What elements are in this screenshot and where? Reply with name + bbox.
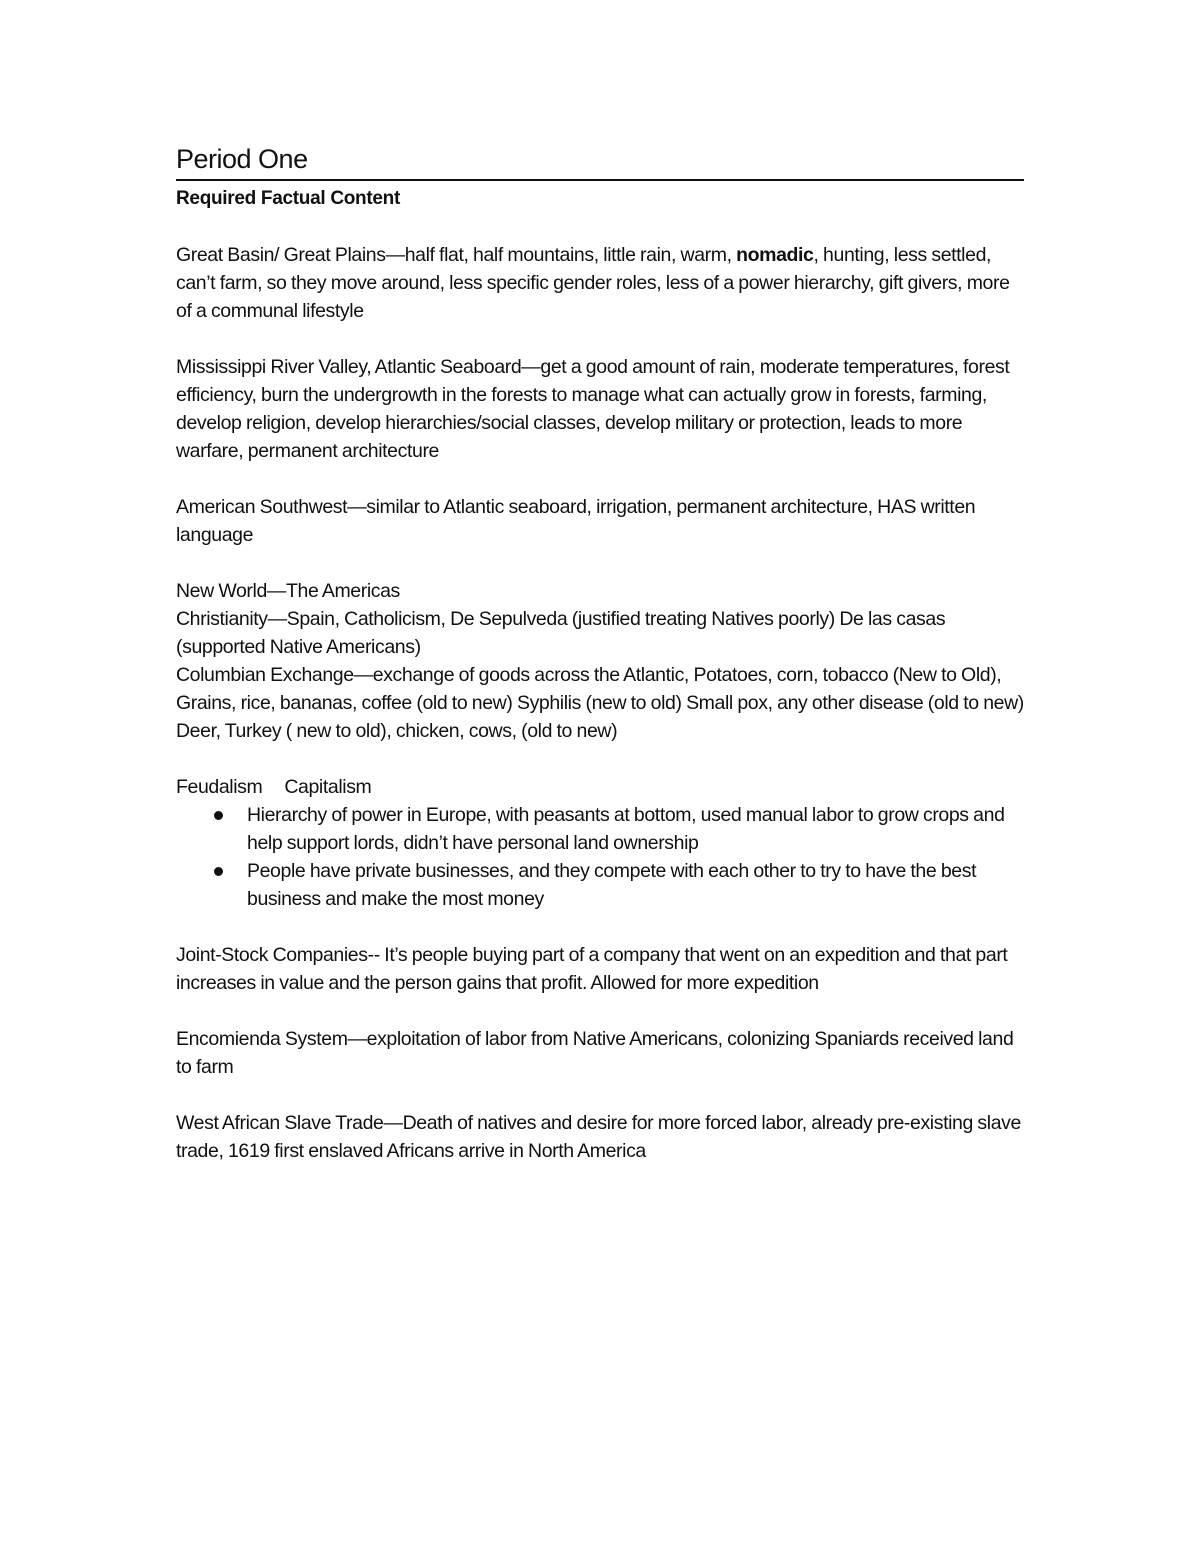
columbian-exchange-paragraph: Columbian Exchange—exchange of goods across the Atlantic, Potatoes, corn, tobacco (New to Old), Grains, rice, bananas, coffee (old to new) Syphilis (new to old) Small pox, any other disease (old to new) Deer, Turkey ( new to old), chicken, cows, (old to new) [176,664,1024,742]
spacer [176,325,1024,353]
spacer [176,549,1024,577]
new-world-heading: New World—The Americas [176,580,400,602]
spacer [176,745,1024,773]
bullet-text: Hierarchy of power in Europe, with peasants at bottom, used manual labor to grow crops and help support lords, didn’t have personal land ownership [247,804,1005,854]
feudalism-capitalism-heading [176,773,1024,801]
great-basin-text-start: Great Basin/ Great Plains—half flat, half mountains, little rain, warm, [176,244,737,266]
list-item [247,857,1024,913]
capitalism-label: Capitalism [284,776,372,798]
list-item [247,801,1024,857]
document-page [176,140,1024,1165]
spacer [176,465,1024,493]
spacer [176,213,1024,241]
feudalism-bullet-list [176,801,1024,913]
great-basin-bold-term: nomadic [736,244,814,266]
section-subtitle: Required Factual Content [176,188,400,209]
great-basin-text-end: , hunting, less settled, can’t farm, so they move around, less specific gender roles, less of a power hierarchy, gift givers, more of a communal lifestyle [176,244,1010,322]
bullet-icon [214,811,223,820]
bullet-icon [214,867,223,876]
slave-trade-paragraph: West African Slave Trade—Death of natives and desire for more forced labor, already pre-existing slave trade, 1619 first enslaved Africans arrive in North America [176,1112,1021,1162]
spacer [176,913,1024,941]
page-title: Period One [176,140,1024,181]
feudalism-label: Feudalism [176,776,263,798]
mississippi-paragraph: Mississippi River Valley, Atlantic Seaboard—get a good amount of rain, moderate temperatures, forest efficiency, burn the undergrowth in the forests to manage what can actually grow in forests, farming, develop religion, develop hierarchies/social classes, develop military or protection, leads to more warfare, permanent architecture [176,356,1010,462]
southwest-paragraph: American Southwest—similar to Atlantic seaboard, irrigation, permanent architecture, HAS written language [176,496,976,546]
joint-stock-paragraph: Joint-Stock Companies-- It’s people buying part of a company that went on an expedition and that part increases in value and the person gains that profit. Allowed for more expedition [176,944,1008,994]
spacer [176,1081,1024,1109]
encomienda-paragraph: Encomienda System—exploitation of labor from Native Americans, colonizing Spaniards received land to farm [176,1028,1014,1078]
great-basin-paragraph [176,241,1024,325]
spacer [176,997,1024,1025]
bullet-text: People have private businesses, and they compete with each other to try to have the best business and make the most money [247,860,977,910]
christianity-paragraph: Christianity—Spain, Catholicism, De Sepulveda (justified treating Natives poorly) De las casas (supported Native Americans) [176,608,946,658]
